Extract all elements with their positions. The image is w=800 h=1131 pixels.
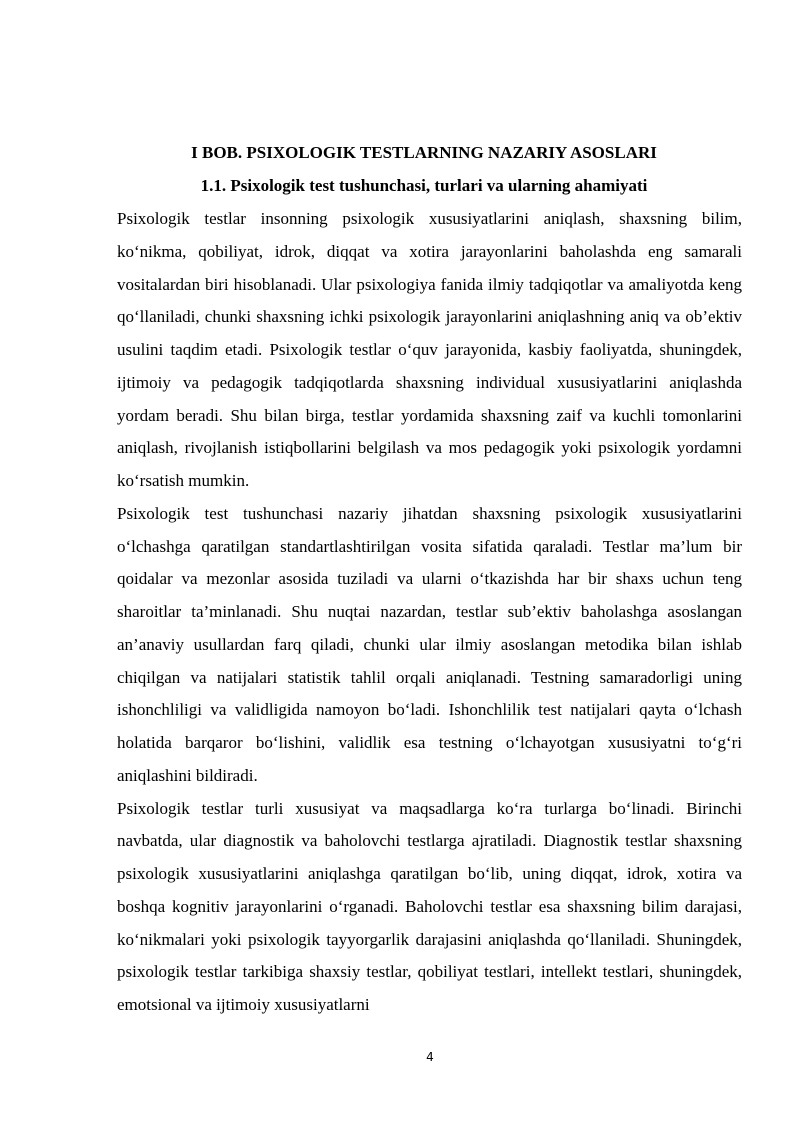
chapter-title: I BOB. PSIXOLOGIK TESTLARNING NAZARIY ASOSLARI: [191, 143, 657, 162]
paragraph-3: Psixologik testlar turli xususiyat va maqsadlarga ko‘ra turlarga bo‘linadi. Birinchi navbatda, ular diagnostik va baholovchi testlarga ajratiladi. Diagnostik testlar shaxsning psixologik xususiyatlarini aniqlashga qaratilgan bo‘lib, uning diqqat, idrok, xotira va boshqa kognitiv jarayonlarini o‘rganadi. Baholovchi testlar esa shaxsning bilim darajasi, ko‘nikmalari yoki psixologik tayyorgarlik darajasini aniqlashda qo‘llaniladi. Shuningdek, psixologik testlar tarkibiga shaxsiy testlar, qobiliyat testlari, intellekt testlari, shuningdek, emotsional va ijtimoiy xususiyatlarni: [117, 798, 742, 1014]
page-number: 4: [426, 1050, 434, 1064]
paragraph-1: Psixologik testlar insonning psixologik xususiyatlarini aniqlash, shaxsning bilim, ko‘nikma, qobiliyat, idrok, diqqat va xotira jarayonlarini baholashda eng samarali vositalardan biri hisoblanadi. Ular psixologiya fanida ilmiy tadqiqotlar va amaliyotda keng qo‘llaniladi, chunki shaxsning ichki psixologik jarayonlarini aniqlashning aniq va ob’ektiv usulini taqdim etadi. Psixologik testlar o‘quv jarayonida, kasbiy faoliyatda, shuningdek, ijtimoiy va pedagogik tadqiqotlarda shaxsning individual xususiyatlarini aniqlashda yordam beradi. Shu bilan birga, testlar yordamida shaxsning zaif va kuchli tomonlarini aniqlash, rivojlanish istiqbollarini belgilash va mos pedagogik yoki psixologik yordamni ko‘rsatish mumkin.: [117, 209, 742, 490]
paragraph-2: Psixologik test tushunchasi nazariy jihatdan shaxsning psixologik xususiyatlarini o‘lchashga qaratilgan standartlashtirilgan vosita sifatida qaraladi. Testlar ma’lum bir qoidalar va mezonlar asosida tuziladi va ularni o‘tkazishda har bir shaxs uchun teng sharoitlar ta’minlanadi. Shu nuqtai nazardan, testlar sub’ektiv baholashga asoslangan an’anaviy usullardan farq qiladi, chunki ular ilmiy asoslangan metodika bilan ishlab chiqilgan va natijalari statistik tahlil orqali aniqlanadi. Testning samaradorligi uning ishonchliligi va validligida namoyon bo‘ladi. Ishonchlilik test natijalari qayta o‘lchash holatida barqaror bo‘lishini, validlik esa testning o‘lchayotgan xususiyatni to‘g‘ri aniqlashini bildiradi.: [117, 503, 742, 785]
section-title: 1.1. Psixologik test tushunchasi, turlari va ularning ahamiyati: [200, 176, 648, 195]
body-text: [117, 203, 742, 1022]
